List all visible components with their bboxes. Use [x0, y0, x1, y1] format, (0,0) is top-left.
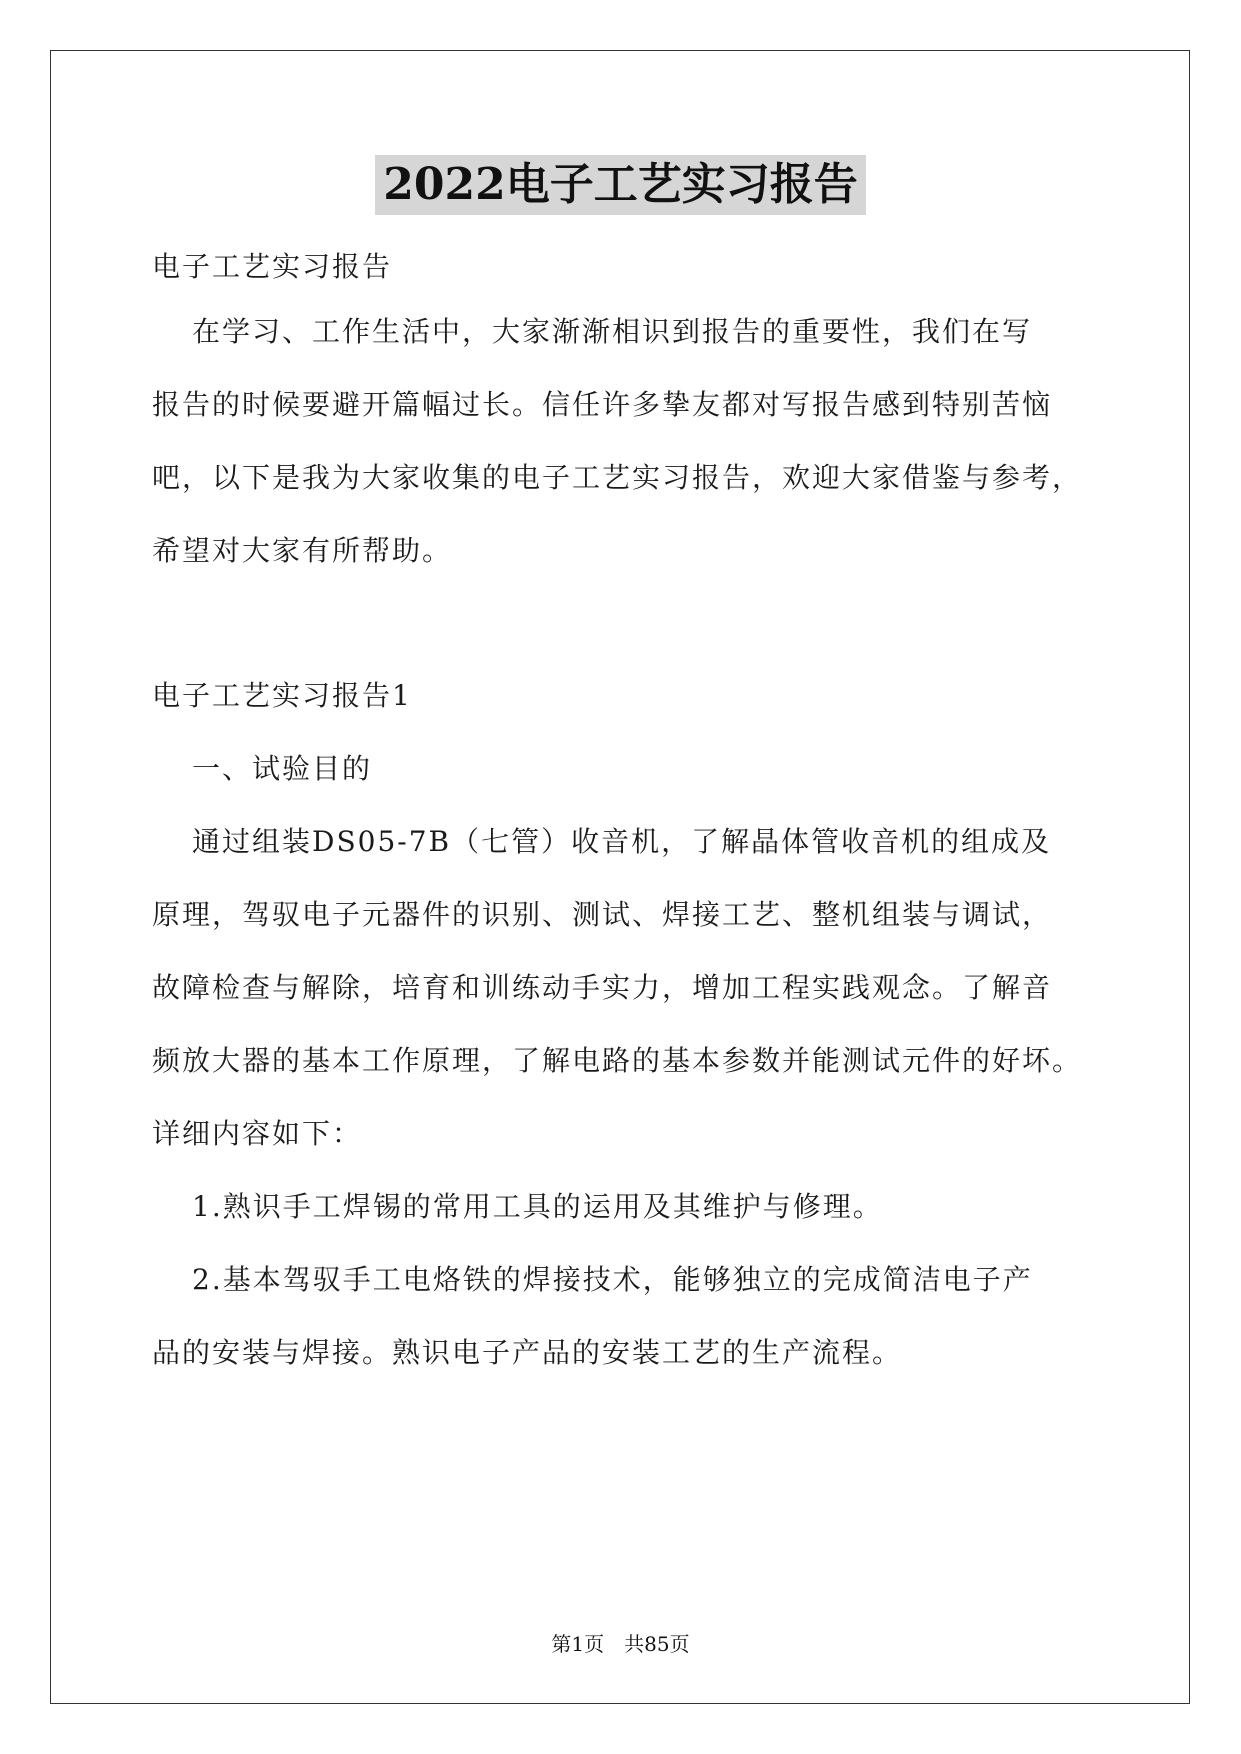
page-border: [50, 50, 1190, 1704]
purpose-line-2: 原理，驾驭电子元器件的识别、测试、焊接工艺、整机组装与调试，: [152, 898, 1053, 931]
list-item-1: 1.熟识手工焊锡的常用工具的运用及其维护与修理。: [192, 1190, 883, 1223]
subtitle: 电子工艺实习报告: [152, 250, 393, 283]
purpose-line-4: 频放大器的基本工作原理，了解电路的基本参数并能测试元件的好坏。: [152, 1044, 1083, 1077]
page-footer: 第1页 共85页: [551, 1632, 690, 1656]
section-heading: 电子工艺实习报告1: [152, 679, 412, 712]
intro-line-1: 在学习、工作生活中，大家渐渐相识到报告的重要性，我们在写: [192, 315, 1033, 348]
subsection-heading: 一、试验目的: [192, 752, 373, 785]
list-item-2-line-2: 品的安装与焊接。熟识电子产品的安装工艺的生产流程。: [152, 1336, 903, 1369]
document-title-wrapper: [0, 155, 1241, 215]
purpose-line-3: 故障检查与解除，培育和训练动手实力，增加工程实践观念。了解音: [152, 971, 1053, 1004]
intro-line-4: 希望对大家有所帮助。: [152, 534, 453, 567]
purpose-line-5: 详细内容如下：: [152, 1117, 363, 1150]
intro-line-3: 吧，以下是我为大家收集的电子工艺实习报告，欢迎大家借鉴与参考，: [152, 461, 1083, 494]
document-title: 2022电子工艺实习报告: [375, 155, 865, 215]
purpose-line-1: 通过组装DS05-7B（七管）收音机，了解晶体管收音机的组成及: [192, 825, 1052, 858]
intro-line-2: 报告的时候要避开篇幅过长。信任许多挚友都对写报告感到特别苦恼: [152, 388, 1053, 421]
list-item-2-line-1: 2.基本驾驭手工电烙铁的焊接技术，能够独立的完成简洁电子产: [192, 1263, 1033, 1296]
